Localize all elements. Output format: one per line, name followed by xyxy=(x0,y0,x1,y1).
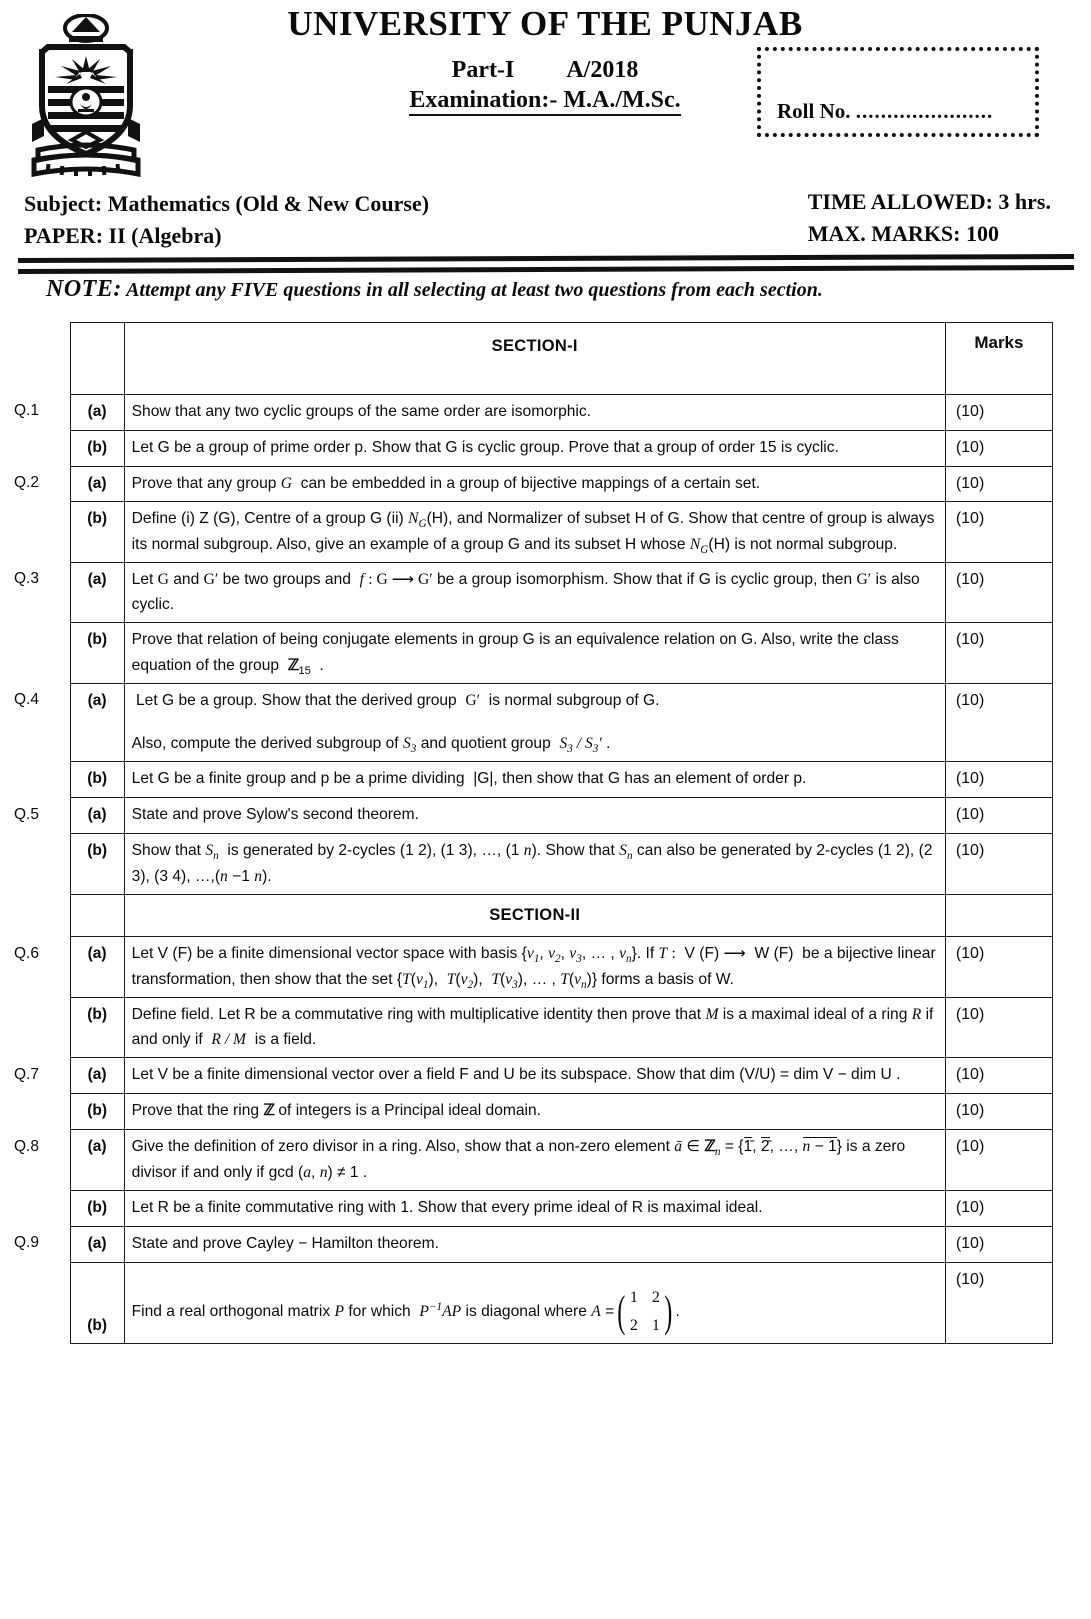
university-title: UNIVERSITY OF THE PUNJAB xyxy=(287,4,803,43)
question-part: (a) xyxy=(70,394,124,430)
table-row xyxy=(8,466,1053,502)
question-number xyxy=(8,1094,70,1130)
exam-session: A/2018 xyxy=(566,57,639,83)
question-number xyxy=(8,430,70,466)
exam-identification-block xyxy=(380,58,710,113)
question-number: Q.4 xyxy=(8,683,70,762)
subject-paper-block xyxy=(24,188,429,252)
question-marks: (10) xyxy=(945,937,1052,998)
table-row xyxy=(8,1262,1053,1344)
section-2-spacer-q xyxy=(8,894,70,937)
exam-level-label: Examination:- M.A./M.Sc. xyxy=(409,87,680,116)
question-part: (b) xyxy=(70,623,124,684)
question-marks: (10) xyxy=(945,798,1052,834)
question-text: Prove that the ring ℤ of integers is a Principal ideal domain. xyxy=(124,1094,945,1130)
table-row xyxy=(8,834,1053,895)
question-text: Let G be a finite group and p be a prime dividing |G|, then show that G has an element of order p. xyxy=(124,762,945,798)
question-part: (b) xyxy=(70,502,124,563)
question-number: Q.5 xyxy=(8,798,70,834)
table-row xyxy=(8,1226,1053,1262)
matrix-cell: 1 xyxy=(629,1288,638,1306)
question-part: (a) xyxy=(70,1130,124,1191)
paper-line: PAPER: II (Algebra) xyxy=(24,222,222,248)
marks-column-heading: Marks xyxy=(945,323,1052,395)
question-text: Let V be a finite dimensional vector over a field F and U be its subspace. Show that dim (V/U) = dim V − dim U . xyxy=(124,1058,945,1094)
question-marks: (10) xyxy=(945,1262,1052,1344)
question-part: (b) xyxy=(70,1190,124,1226)
header-divider xyxy=(18,256,1074,274)
question-part: (a) xyxy=(70,466,124,502)
table-row xyxy=(8,502,1053,563)
header-spacer-q xyxy=(8,323,70,395)
question-text: Define (i) Z (G), Centre of a group G (ii) $N_G(H)$, and Normalizer of subset H of G. Show that centre of group is always its normal subgroup. Also, give an example of a group G and its subset H whose $N_G(H)$ is not normal subgroup. xyxy=(124,502,945,563)
question-part: (a) xyxy=(70,562,124,623)
question-number: Q.2 xyxy=(8,466,70,502)
question-number: Q.7 xyxy=(8,1058,70,1094)
question-number: Q.6 xyxy=(8,937,70,998)
question-part: (b) xyxy=(70,1262,124,1344)
section-2-spacer-part xyxy=(70,894,124,937)
question-part: (b) xyxy=(70,762,124,798)
question-marks: (10) xyxy=(945,502,1052,563)
question-text: State and prove Cayley − Hamilton theorem. xyxy=(124,1226,945,1262)
question-number xyxy=(8,502,70,563)
roll-no-box[interactable] xyxy=(757,47,1039,137)
question-text: Prove that any group G can be embedded in a group of bijective mappings of a certain set. xyxy=(124,466,945,502)
roll-no-label: Roll No. xyxy=(777,99,851,123)
table-row xyxy=(8,762,1053,798)
question-marks: (10) xyxy=(945,834,1052,895)
question-marks: (10) xyxy=(945,1130,1052,1191)
matrix-cell: 2 xyxy=(629,1316,638,1334)
table-row xyxy=(8,562,1053,623)
question-text: Let G and G′ be two groups and f : G ⟶ G′ be a group isomorphism. Show that if G is cyclic group, then G′ is also cyclic. xyxy=(124,562,945,623)
question-number: Q.3 xyxy=(8,562,70,623)
table-row xyxy=(8,623,1053,684)
table-row xyxy=(8,997,1053,1058)
question-text: Let G be a group. Show that the derived group G′ is normal subgroup of G. Also, compute the derived subgroup of $S_3$ and quotient group $S_3 / S_3'$ . xyxy=(124,683,945,762)
table-row xyxy=(8,1190,1053,1226)
time-allowed: TIME ALLOWED: 3 hrs. xyxy=(807,189,1051,214)
question-marks: (10) xyxy=(945,394,1052,430)
question-part: (b) xyxy=(70,997,124,1058)
question-marks: (10) xyxy=(945,623,1052,684)
question-part: (b) xyxy=(70,430,124,466)
question-part: (b) xyxy=(70,1094,124,1130)
question-marks: (10) xyxy=(945,466,1052,502)
question-part: (a) xyxy=(70,1226,124,1262)
roll-no-input-line[interactable]: ...................... xyxy=(855,99,994,123)
question-text: Define field. Let R be a commutative ring with multiplicative identity then prove that M is a maximal ideal of a ring R if and only if R / M is a field. xyxy=(124,997,945,1058)
question-part: (a) xyxy=(70,798,124,834)
question-marks: (10) xyxy=(945,1058,1052,1094)
university-crest-icon xyxy=(22,14,150,180)
table-row xyxy=(8,798,1053,834)
question-text: Let V (F) be a finite dimensional vector space with basis {$v_1$, $v_2$, $v_3$, … , $v_n$}. If T : V (F) ⟶ W (F) be a bijective linear transformation, then show that the set {$T(v_1)$, $T(v_2)$, $T(v_3)$, … , $T(v_n)$} forms a basis of W. xyxy=(124,937,945,998)
note-text: Attempt any FIVE questions in all selecting at least two questions from each section. xyxy=(126,279,823,301)
matrix-cell: 2 xyxy=(651,1288,660,1306)
table-row xyxy=(8,394,1053,430)
table-row xyxy=(8,430,1053,466)
subject-line: Subject: Mathematics (Old & New Course) xyxy=(24,191,430,216)
note-label: NOTE: xyxy=(46,276,122,302)
question-number: Q.1 xyxy=(8,394,70,430)
exam-part: Part-I xyxy=(451,57,515,83)
instructions-note xyxy=(46,276,1056,303)
question-text: Let R be a finite commutative ring with 1. Show that every prime ideal of R is maximal ideal. xyxy=(124,1190,945,1226)
table-row xyxy=(8,1094,1053,1130)
question-marks: (10) xyxy=(945,562,1052,623)
question-text: Find a real orthogonal matrix P for which $P^{-1}AP$ is diagonal where A = ( 1 2 2 1 ) . xyxy=(124,1262,945,1344)
question-marks: (10) xyxy=(945,1190,1052,1226)
matrix-cell: 1 xyxy=(651,1316,660,1334)
question-number xyxy=(8,1262,70,1344)
question-number xyxy=(8,1190,70,1226)
section-2-heading: SECTION-II xyxy=(124,894,945,937)
section-1-heading: SECTION-I xyxy=(124,323,945,395)
question-part: (a) xyxy=(70,937,124,998)
question-text: Show that any two cyclic groups of the same order are isomorphic. xyxy=(124,394,945,430)
question-number xyxy=(8,623,70,684)
question-part: (a) xyxy=(70,1058,124,1094)
question-text: State and prove Sylow's second theorem. xyxy=(124,798,945,834)
table-header-row xyxy=(8,323,1053,395)
time-marks-block xyxy=(808,186,1051,250)
question-marks: (10) xyxy=(945,1094,1052,1130)
section-2-spacer-marks xyxy=(945,894,1052,937)
question-number: Q.9 xyxy=(8,1226,70,1262)
table-row xyxy=(8,1058,1053,1094)
header-spacer-part xyxy=(70,323,124,395)
question-part: (b) xyxy=(70,834,124,895)
question-text: Show that $S_n$ is generated by 2-cycles (1 2), (1 3), …, (1 n). Show that $S_n$ can also be generated by 2-cycles (1 2), (2 3), (3 4), …,(n −1 n). xyxy=(124,834,945,895)
question-text: Prove that relation of being conjugate elements in group G is an equivalence relation on G. Also, write the class equation of the group ℤ$_{15}$ . xyxy=(124,623,945,684)
question-number xyxy=(8,997,70,1058)
question-marks: (10) xyxy=(945,683,1052,762)
question-marks: (10) xyxy=(945,430,1052,466)
table-row xyxy=(8,1130,1053,1191)
table-row xyxy=(8,683,1053,762)
section-2-row xyxy=(8,894,1053,937)
question-number xyxy=(8,834,70,895)
question-number: Q.8 xyxy=(8,1130,70,1191)
questions-table xyxy=(8,322,1053,1344)
matrix-a: ( 1 2 2 1 ) xyxy=(614,1285,675,1339)
question-marks: (10) xyxy=(945,1226,1052,1262)
question-number xyxy=(8,762,70,798)
question-part: (a) xyxy=(70,683,124,762)
question-text: Let G be a group of prime order p. Show that G is cyclic group. Prove that a group of order 15 is cyclic. xyxy=(124,430,945,466)
question-marks: (10) xyxy=(945,997,1052,1058)
max-marks: MAX. MARKS: 100 xyxy=(807,220,999,246)
table-row xyxy=(8,937,1053,998)
question-marks: (10) xyxy=(945,762,1052,798)
question-text: Give the definition of zero divisor in a ring. Also, show that a non-zero element ā ∈ ℤ$_n$ = {1̄, 2̄, …, n − 1} is a zero divisor if and only if gcd (a, n) ≠ 1 . xyxy=(124,1130,945,1191)
